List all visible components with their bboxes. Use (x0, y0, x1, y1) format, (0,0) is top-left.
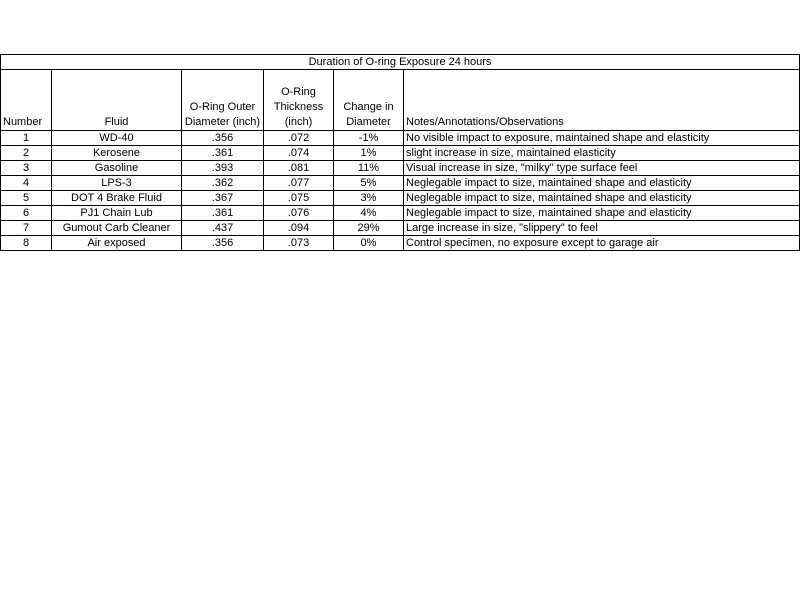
cell-notes: Large increase in size, "slippery" to feel (404, 221, 800, 236)
cell-change-in-diameter: 4% (334, 206, 404, 221)
header-change-in-diameter: Change in Diameter (334, 70, 404, 131)
cell-thickness: .074 (264, 146, 334, 161)
cell-change-in-diameter: 3% (334, 191, 404, 206)
table-row (1, 236, 800, 251)
header-row (1, 70, 800, 131)
cell-thickness: .076 (264, 206, 334, 221)
cell-outer-diameter: .362 (182, 176, 264, 191)
cell-fluid: LPS-3 (52, 176, 182, 191)
cell-notes: Neglegable impact to size, maintained shape and elasticity (404, 191, 800, 206)
table-row (1, 161, 800, 176)
cell-change-in-diameter: 5% (334, 176, 404, 191)
header-outer-diameter: O-Ring Outer Diameter (inch) (182, 70, 264, 131)
cell-fluid: DOT 4 Brake Fluid (52, 191, 182, 206)
cell-fluid: Kerosene (52, 146, 182, 161)
cell-outer-diameter: .361 (182, 206, 264, 221)
header-thickness: O-Ring Thickness (inch) (264, 70, 334, 131)
cell-outer-diameter: .356 (182, 131, 264, 146)
cell-notes: Visual increase in size, "milky" type surface feel (404, 161, 800, 176)
table-row (1, 176, 800, 191)
cell-fluid: PJ1 Chain Lub (52, 206, 182, 221)
table-row (1, 206, 800, 221)
cell-notes: Neglegable impact to size, maintained shape and elasticity (404, 206, 800, 221)
table-row (1, 221, 800, 236)
cell-notes: Neglegable impact to size, maintained shape and elasticity (404, 176, 800, 191)
cell-thickness: .081 (264, 161, 334, 176)
header-notes: Notes/Annotations/Observations (404, 70, 800, 131)
cell-fluid: Gasoline (52, 161, 182, 176)
title-row (1, 55, 800, 70)
cell-thickness: .077 (264, 176, 334, 191)
cell-notes: slight increase in size, maintained elasticity (404, 146, 800, 161)
table-body (1, 131, 800, 251)
cell-number: 6 (1, 206, 52, 221)
table-row (1, 131, 800, 146)
cell-outer-diameter: .356 (182, 236, 264, 251)
cell-number: 8 (1, 236, 52, 251)
table-row (1, 146, 800, 161)
cell-notes: No visible impact to exposure, maintained shape and elasticity (404, 131, 800, 146)
cell-thickness: .072 (264, 131, 334, 146)
cell-outer-diameter: .367 (182, 191, 264, 206)
cell-outer-diameter: .393 (182, 161, 264, 176)
cell-thickness: .094 (264, 221, 334, 236)
cell-outer-diameter: .361 (182, 146, 264, 161)
cell-change-in-diameter: 0% (334, 236, 404, 251)
cell-number: 2 (1, 146, 52, 161)
cell-outer-diameter: .437 (182, 221, 264, 236)
header-fluid: Fluid (52, 70, 182, 131)
cell-change-in-diameter: -1% (334, 131, 404, 146)
table-row (1, 191, 800, 206)
cell-change-in-diameter: 1% (334, 146, 404, 161)
cell-number: 4 (1, 176, 52, 191)
cell-number: 1 (1, 131, 52, 146)
cell-change-in-diameter: 11% (334, 161, 404, 176)
cell-fluid: Gumout Carb Cleaner (52, 221, 182, 236)
cell-fluid: WD-40 (52, 131, 182, 146)
cell-fluid: Air exposed (52, 236, 182, 251)
cell-change-in-diameter: 29% (334, 221, 404, 236)
cell-number: 7 (1, 221, 52, 236)
cell-number: 3 (1, 161, 52, 176)
cell-number: 5 (1, 191, 52, 206)
cell-thickness: .075 (264, 191, 334, 206)
header-number: Number (1, 70, 52, 131)
o-ring-exposure-table (0, 54, 800, 251)
table-title: Duration of O-ring Exposure 24 hours (1, 55, 800, 70)
cell-thickness: .073 (264, 236, 334, 251)
cell-notes: Control specimen, no exposure except to garage air (404, 236, 800, 251)
